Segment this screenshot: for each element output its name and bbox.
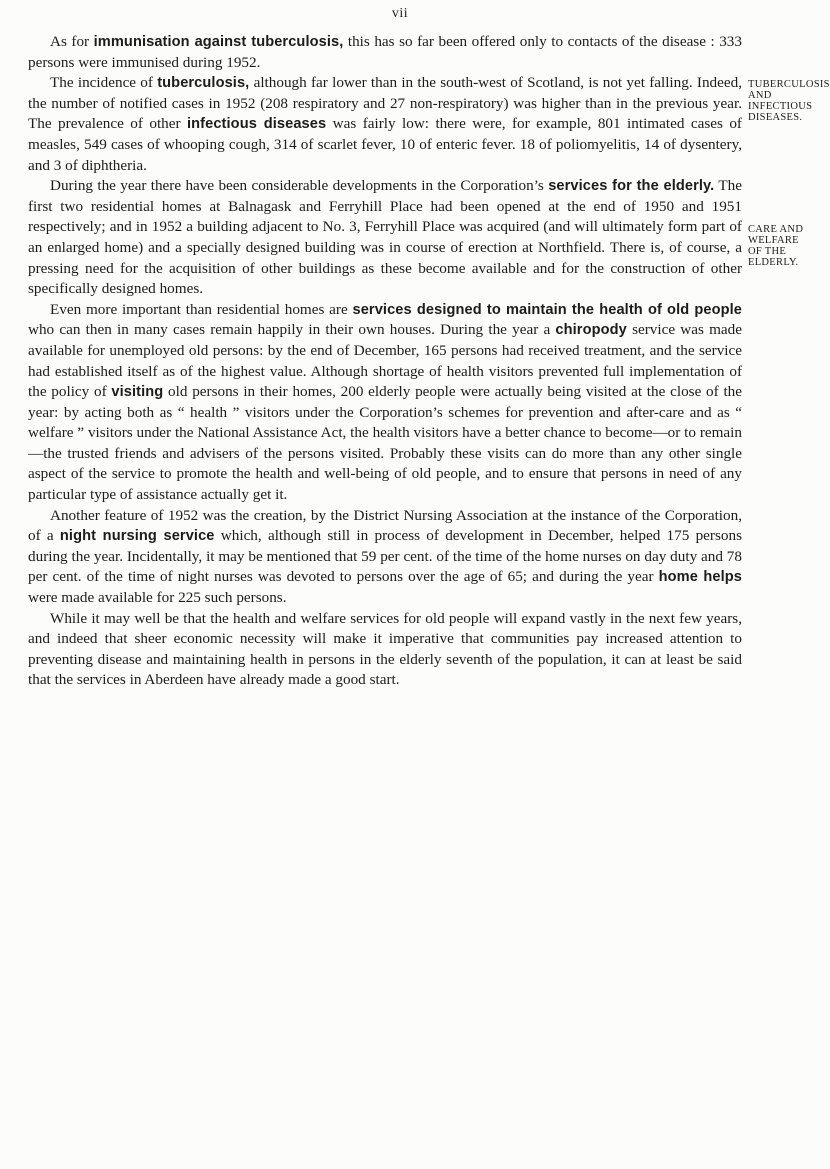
- paragraph-elderly-homes: [28, 176, 742, 300]
- highlighted-term: services for the elderly.: [548, 178, 715, 195]
- highlighted-term: night nursing service: [59, 528, 215, 545]
- text-run: were made available for 225 such persons.: [28, 589, 287, 607]
- text-run: During the year there have been considerable developments in the Corporation’s: [50, 177, 549, 195]
- highlighted-term: tuberculosis,: [157, 75, 250, 92]
- text-run: As for: [50, 33, 94, 50]
- paragraph-tuberculosis: [28, 73, 742, 176]
- text-run: this has so far been offered only to contacts of the disease : 333 persons were immunised during 1952.: [28, 33, 742, 71]
- paragraph-conclusion: [28, 609, 742, 691]
- text-run: although far lower than in the south-west of Scotland, is not yet falling. Indeed, the number of notified cases in 1952 (208 respiratory and 27 non-respiratory) was higher than in the previous year. The prevalence of other: [28, 74, 742, 133]
- text-run: old persons in their homes, 200 elderly people were actually being visited at the close of the year: by acting both as “ health ” visitors under the Corporation’s schemes for prevention and after-care and as “ welfare ” visitors under the National Assistance Act, the health visitors have a better chance to become—or to remain—the trusted friends and advisers of the persons visited. Probably these visits can do more than any other single aspect of the service to promote the health and well-being of old people, and to ensure that persons in need of any particular type of assistance actually get it.: [28, 383, 743, 504]
- text-run: Even more important than residential homes are: [50, 300, 353, 318]
- text-run: The incidence of: [50, 74, 158, 92]
- highlighted-term: home helps: [658, 569, 743, 586]
- text-run: Another feature of 1952 was the creation, by the District Nursing Association at the instance of the Corporation, of a: [28, 506, 742, 545]
- text-run: which, although still in process of development in December, helped 175 persons during the year. Incidentally, it may be mentioned that 59 per cent. of the time of the home nurses on day duty and 78 per cent. of the time of night nurses was devoted to persons over the age of 65; and during the year: [28, 527, 742, 586]
- highlighted-term: visiting: [111, 384, 164, 401]
- highlighted-term: infectious diseases: [187, 116, 327, 133]
- text-run: The first two residential homes at Balnagask and Ferryhill Place had been opened at the end of 1950 and 1951 respectively; and in 1952 a building adjacent to No. 3, Ferryhill Place was acquired (and will ultimately form part of an enlarged home) and a specially designed building was in course of erection at Northfield. There is, of course, a pressing need for the acquisition of other buildings as these become available and for the construction of other specifically designed homes.: [28, 177, 742, 298]
- highlighted-term: chiropody: [555, 322, 627, 339]
- paragraph-elderly-services: [28, 300, 742, 506]
- text-run: was fairly low: there were, for example, 801 intimated cases of measles, 549 cases of whooping cough, 314 of scarlet fever, 10 of enteric fever. 18 of poliomyelitis, 14 of dysentery, and 3 of diphtheria.: [28, 115, 742, 174]
- text-run: While it may well be that the health and welfare services for old people will expand vastly in the next few years, and indeed that sheer economic necessity will make it imperative that communities pay increased attention to preventing disease and maintaining health in persons in the elderly seventh of the population, it can at least be said that the services in Aberdeen have already made a good start.: [28, 609, 742, 689]
- body-text: [28, 32, 742, 691]
- sidenote-elderly: CARE AND WELFARE OF THE ELDERLY.: [748, 224, 804, 268]
- page-number: vii: [391, 6, 409, 21]
- highlighted-term: services designed to maintain the health of old people: [352, 301, 742, 318]
- text-run: service was made available for unemployed old persons: by the end of December, 165 persons had received treatment, and the service had established itself as of the highest value. Although shortage of health visitors prevented full implementation of the policy of: [28, 321, 743, 401]
- paragraph-immunisation: [28, 32, 742, 73]
- paragraph-night-nursing: [28, 506, 742, 609]
- text-run: who can then in many cases remain happily in their own houses. During the year a: [28, 321, 556, 339]
- sidenote-tuberculosis: TUBERCULOSIS AND INFECTIOUS DISEASES.: [748, 79, 830, 123]
- highlighted-term: immunisation against tuberculosis,: [93, 34, 344, 50]
